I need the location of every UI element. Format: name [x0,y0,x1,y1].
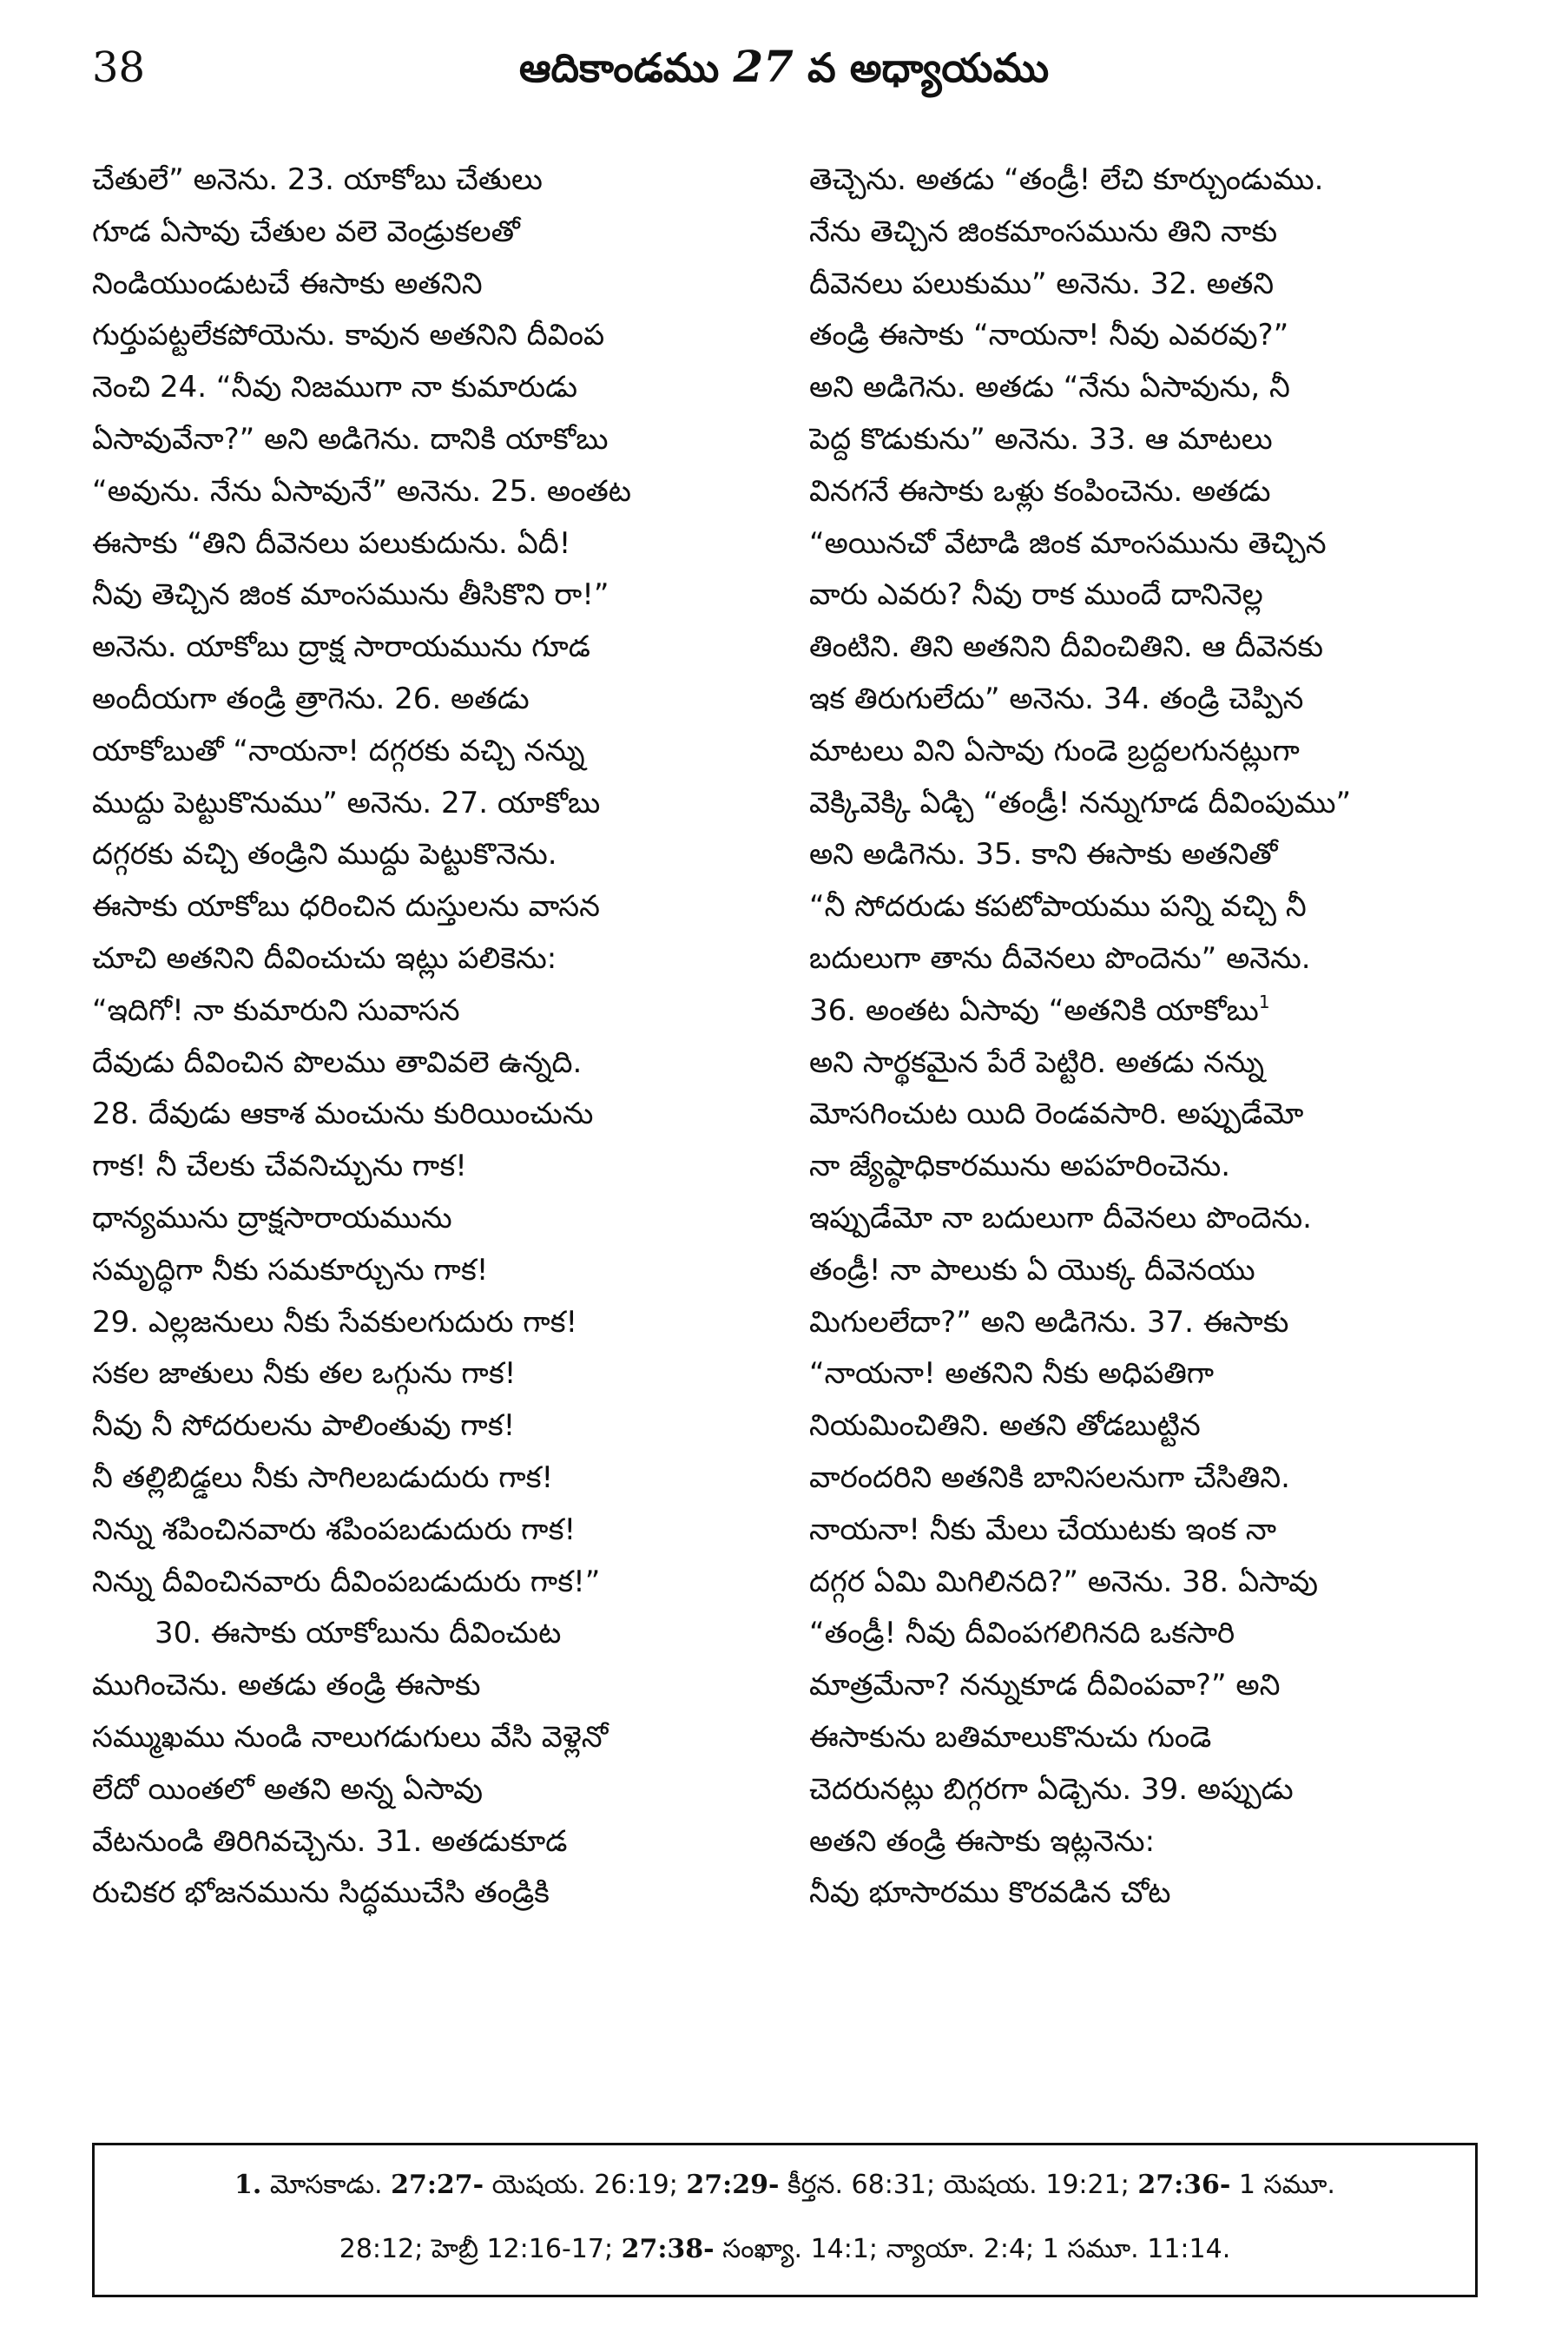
text-line: బదులుగా తాను దీవెనలు పొందెను” అనెను. [809,940,1311,976]
right-column [809,155,1469,1920]
chapter-label: వ అధ్యాయము [807,44,1050,91]
text-line: చూచి అతనిని దీవించుచు ఇట్లు పలికెను: [92,940,557,976]
text-line: తండ్రీ! నా పాలుకు ఏ యొక్క దీవెనయు [809,1252,1255,1288]
text-line: ఏసావువేనా?” అని అడిగెను. దానికి యాకోబు [92,421,609,457]
text-line: నా జ్యేష్ఠాధికారమును అపహరించెను. [809,1149,1231,1184]
poetry-line: గాక! నీ చేలకు చేవనిచ్చును గాక! [92,1149,467,1184]
text-line: చెదరునట్లు బిగ్గరగా ఏడ్చెను. 39. అప్పుడు [809,1771,1294,1807]
text-line: ఇక తిరుగులేదు” అనెను. 34. తండ్రి చెప్పిన [809,681,1304,716]
paragraph-start-line: 30. ఈసాకు యాకోబును దీవించుట [155,1616,562,1651]
text-line: వెక్కివెక్కి ఏడ్చి “తండ్రీ! నన్నుగూడ దీవింపుము” [809,785,1352,820]
footnote-text: 28:12; హెబ్రీ 12:16-17; [339,2234,622,2264]
poetry-line: 29. ఎల్లజనులు నీకు సేవకులగుదురు గాక! [92,1304,578,1340]
text-line: “అవును. నేను ఏసావునే” అనెను. 25. అంతట [92,473,632,509]
text-line: “అయినచో వేటాడి జింక మాంసమును తెచ్చిన [809,525,1327,561]
text-line: అతని తండ్రి ఈసాకు ఇట్లనెను: [809,1823,1156,1859]
text-line: దీవెనలు పలుకుము” అనెను. 32. అతని [809,266,1275,301]
text-line: అని అడిగెను. 35. కాని ఈసాకు అతనితో [809,837,1278,873]
text-line: గూడ ఏసావు చేతుల వలె వెండ్రుకలతో [92,214,520,249]
text-line: నియమించితిని. అతని తోడబుట్టిన [809,1408,1201,1444]
text-line: మాటలు విని ఏసావు గుండె బ్రద్దలగునట్లుగా [809,733,1300,768]
text-line: “తండ్రీ! నీవు దీవింపగలిగినది ఒకసారి [809,1616,1235,1651]
text-line: ముద్దు పెట్టుకొనుము” అనెను. 27. యాకోబు [92,785,601,820]
text-line: ముగించెను. అతడు తండ్రి ఈసాకు [92,1668,481,1703]
text-line: ఈసాకును బతిమాలుకొనుచు గుండె [809,1719,1212,1755]
running-head [0,38,1568,96]
footnote-text: కీర్తన. 68:31; యెషయ. 19:21; [779,2170,1138,2200]
text-line: ఈసాకు “తిని దీవెనలు పలుకుదును. ఏదీ! [92,525,571,561]
poetry-line: 28. దేవుడు ఆకాశ మంచును కురియించును [92,1097,594,1132]
poetry-line: “ఇదిగో! నా కుమారుని సువాసన [92,992,460,1028]
text-line: వారు ఎవరు? నీవు రాక ముందే దానినెల్ల [809,577,1263,613]
poetry-line: నీవు భూసారము కొరవడిన చోట [809,1875,1171,1911]
footnote-line [95,2227,1475,2272]
text-line: వారందరిని అతనికి బానిసలనుగా చేసితిని. [809,1459,1290,1495]
footnote-marker: 1 [1258,991,1270,1012]
footnote-line [95,2163,1475,2208]
cross-reference: 27:27- [391,2170,484,2200]
text-line: నేను తెచ్చిన జింకమాంసమును తిని నాకు [809,214,1278,249]
text-line: సమ్ముఖము నుండి నాలుగడుగులు వేసి వెళ్లెనో [92,1719,609,1755]
text-line: అందీయగా తండ్రి త్రాగెను. 26. అతడు [92,681,530,716]
page-number: 38 [92,43,146,92]
text-line: లేదో యింతలో అతని అన్న ఏసావు [92,1771,484,1807]
poetry-line: దేవుడు దీవించిన పొలము తావివలె ఉన్నది. [92,1044,583,1080]
poetry-line: ధాన్యమును ద్రాక్షసారాయమును [92,1200,452,1235]
chapter-number: 27 [733,41,794,92]
text-line: తండ్రి ఈసాకు “నాయనా! నీవు ఎవరవు?” [809,318,1289,353]
left-column [92,155,752,1920]
text-line: తెచ్చెను. అతడు “తండ్రీ! లేచి కూర్చుండుము. [809,162,1324,197]
text-line: మోసగించుట యిది రెండవసారి. అప్పుడేమో [809,1097,1304,1132]
footnote-text: 1 సమూ. [1230,2170,1335,2200]
text-line: చేతులే” అనెను. 23. యాకోబు చేతులు [92,162,543,197]
text-line: యాకోబుతో “నాయనా! దగ్గరకు వచ్చి నన్ను [92,733,585,768]
poetry-line: సకల జాతులు నీకు తల ఒగ్గును గాక! [92,1356,517,1392]
poetry-line: నిన్ను దీవించినవారు దీవింపబడుదురు గాక!” [92,1564,601,1599]
cross-reference: 27:36- [1137,2170,1231,2200]
poetry-line: నీవు నీ సోదరులను పాలింతువు గాక! [92,1408,516,1444]
text-line: “నాయనా! అతనిని నీకు అధిపతిగా [809,1356,1215,1392]
text-line: నెంచి 24. “నీవు నిజముగా నా కుమారుడు [92,370,578,405]
text-line: అని సార్థకమైన పేరే పెట్టిరి. అతడు నన్ను [809,1044,1264,1080]
text-line: వేటనుండి తిరిగివచ్చెను. 31. అతడుకూడ [92,1823,568,1859]
text-line: అనెను. యాకోబు ద్రాక్ష సారాయమును గూడ [92,629,590,665]
text-line: ఈసాకు యాకోబు ధరించిన దుస్తులను వాసన [92,889,600,925]
poetry-line: నీ తల్లిబిడ్డలు నీకు సాగిలబడుదురు గాక! [92,1459,554,1495]
text-line: నీవు తెచ్చిన జింక మాంసమును తీసికొని రా!” [92,577,609,613]
text-line: మిగులలేదా?” అని అడిగెను. 37. ఈసాకు [809,1304,1289,1340]
footnote-box [92,2143,1478,2297]
text-line: దగ్గరకు వచ్చి తండ్రిని ముద్దు పెట్టుకొనెను. [92,837,557,873]
cross-reference: 27:38- [621,2234,715,2264]
footnote-number: 1. [234,2170,262,2200]
text-line: నిండియుండుటచే ఈసాకు అతనిని [92,266,483,301]
text-line: వినగనే ఈసాకు ఒళ్లు కంపించెను. అతడు [809,473,1271,509]
text-line: గుర్తుపట్టలేకపోయెను. కావున అతనిని దీవింప [92,318,605,353]
text-line: రుచికర భోజనమును సిద్ధముచేసి తండ్రికి [92,1875,550,1911]
text-line: “నీ సోదరుడు కపటోపాయము పన్ని వచ్చి నీ [809,889,1307,925]
text-line: అని అడిగెను. అతడు “నేను ఏసావును, నీ [809,370,1290,405]
text-span: 36. అంతట ఏసావు “అతనికి యాకోబు [809,992,1259,1028]
text-line: దగ్గర ఏమి మిగిలినది?” అనెను. 38. ఏసావు [809,1564,1319,1599]
footnote-text: మోసకాడు. [261,2170,392,2200]
text-line: పెద్ద కొడుకును” అనెను. 33. ఆ మాటలు [809,421,1273,457]
text-line: నాయనా! నీకు మేలు చేయుటకు ఇంక నా [809,1512,1277,1547]
footnote-text: సంఖ్యా. 14:1; న్యాయా. 2:4; 1 సమూ. 11:14. [714,2234,1231,2264]
poetry-line: సమృద్ధిగా నీకు సమకూర్చును గాక! [92,1252,489,1288]
text-line-with-footnote [809,985,1469,1038]
poetry-line: నిన్ను శపించినవారు శపింపబడుదురు గాక! [92,1512,576,1547]
text-line: ఇప్పుడేమో నా బదులుగా దీవెనలు పొందెను. [809,1200,1312,1235]
text-line: మాత్రమేనా? నన్నుకూడ దీవింపవా?” అని [809,1668,1281,1703]
book-title: ఆదికాండము [518,44,720,91]
text-line: తింటిని. తిని అతనిని దీవించితిని. ఆ దీవెనకు [809,629,1324,665]
cross-reference: 27:29- [686,2170,780,2200]
footnote-text: యెషయ. 26:19; [484,2170,687,2200]
